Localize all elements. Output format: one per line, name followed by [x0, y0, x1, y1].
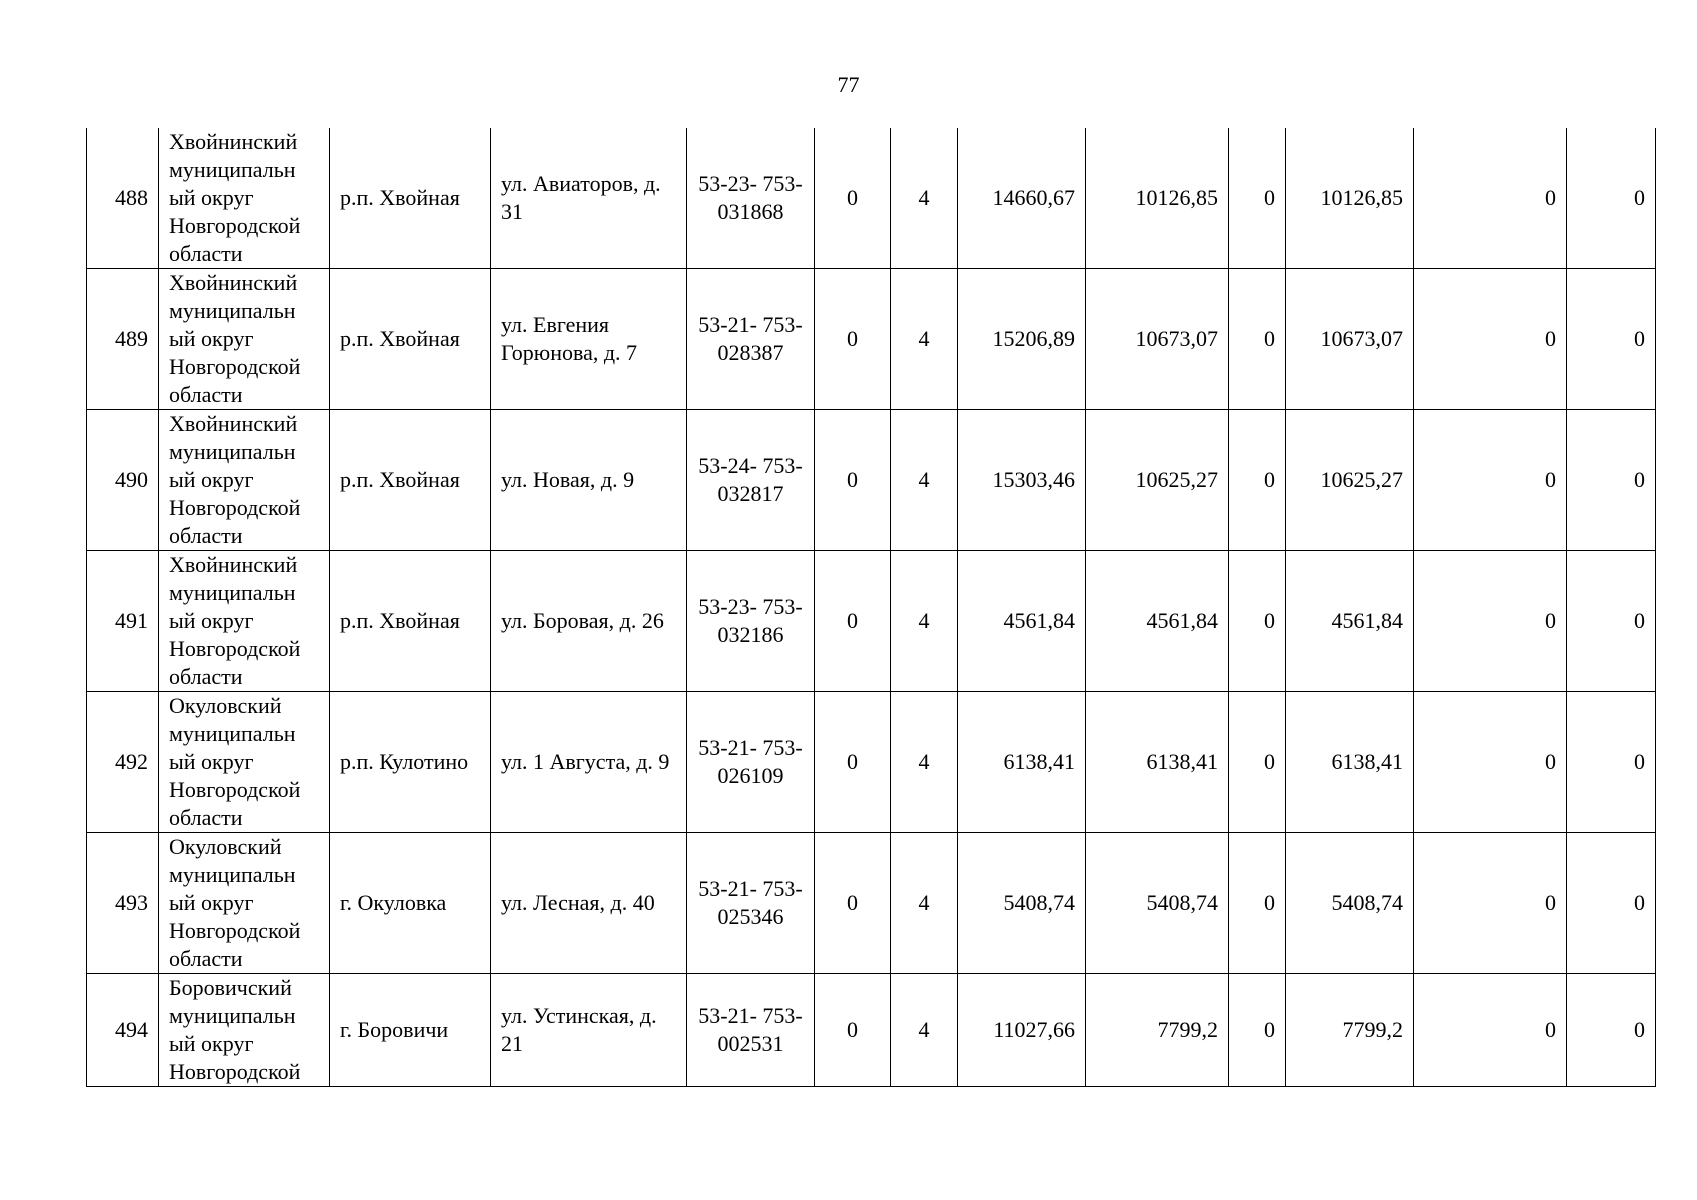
amount-2-cell: 0 [1229, 833, 1286, 974]
total-amount-cell: 15303,46 [958, 410, 1086, 551]
municipality-cell: Хвойнинский муниципальн ый округ Новгородской области [159, 128, 330, 269]
total-amount-cell: 11027,66 [958, 974, 1086, 1087]
amount-3-cell: 10673,07 [1286, 269, 1414, 410]
row-number-cell: 494 [87, 974, 159, 1087]
row-number-cell: 493 [87, 833, 159, 974]
total-amount-cell: 4561,84 [958, 551, 1086, 692]
column-7-cell: 4 [891, 974, 958, 1087]
amount-3-cell: 6138,41 [1286, 692, 1414, 833]
amount-2-cell: 0 [1229, 269, 1286, 410]
row-number-cell: 488 [87, 128, 159, 269]
municipality-cell: Боровичский муниципальн ый округ Новгородской [159, 974, 330, 1087]
total-amount-cell: 6138,41 [958, 692, 1086, 833]
municipality-cell: Хвойнинский муниципальн ый округ Новгородской области [159, 269, 330, 410]
column-6-cell: 0 [815, 551, 891, 692]
address-cell: ул. Лесная, д. 40 [491, 833, 687, 974]
settlement-cell: р.п. Хвойная [330, 269, 491, 410]
house-code-cell: 53-23- 753- 032186 [687, 551, 815, 692]
table-row [87, 410, 1656, 551]
amount-2-cell: 0 [1229, 128, 1286, 269]
amount-3-cell: 5408,74 [1286, 833, 1414, 974]
municipality-cell: Окуловский муниципальн ый округ Новгородской области [159, 833, 330, 974]
address-cell: ул. Новая, д. 9 [491, 410, 687, 551]
settlement-cell: р.п. Хвойная [330, 410, 491, 551]
column-7-cell: 4 [891, 692, 958, 833]
total-amount-cell: 15206,89 [958, 269, 1086, 410]
amount-3-cell: 4561,84 [1286, 551, 1414, 692]
amount-4-cell: 0 [1414, 128, 1567, 269]
house-code-cell: 53-21- 753- 026109 [687, 692, 815, 833]
amount-5-cell: 0 [1567, 551, 1656, 692]
column-6-cell: 0 [815, 128, 891, 269]
column-6-cell: 0 [815, 269, 891, 410]
amount-4-cell: 0 [1414, 974, 1567, 1087]
house-code-cell: 53-21- 753- 028387 [687, 269, 815, 410]
table-row [87, 692, 1656, 833]
amount-4-cell: 0 [1414, 551, 1567, 692]
amount-5-cell: 0 [1567, 974, 1656, 1087]
address-cell: ул. Устинская, д. 21 [491, 974, 687, 1087]
address-cell: ул. 1 Августа, д. 9 [491, 692, 687, 833]
amount-3-cell: 10625,27 [1286, 410, 1414, 551]
column-6-cell: 0 [815, 833, 891, 974]
settlement-cell: р.п. Хвойная [330, 551, 491, 692]
municipality-cell: Хвойнинский муниципальн ый округ Новгородской области [159, 410, 330, 551]
table-row [87, 128, 1656, 269]
amount-5-cell: 0 [1567, 128, 1656, 269]
amount-5-cell: 0 [1567, 833, 1656, 974]
amount-2-cell: 0 [1229, 410, 1286, 551]
amount-4-cell: 0 [1414, 833, 1567, 974]
row-number-cell: 490 [87, 410, 159, 551]
amount-3-cell: 10126,85 [1286, 128, 1414, 269]
amount-5-cell: 0 [1567, 269, 1656, 410]
table-row [87, 269, 1656, 410]
row-number-cell: 489 [87, 269, 159, 410]
column-6-cell: 0 [815, 692, 891, 833]
amount-4-cell: 0 [1414, 410, 1567, 551]
amount-2-cell: 0 [1229, 692, 1286, 833]
address-cell: ул. Авиаторов, д. 31 [491, 128, 687, 269]
amount-1-cell: 5408,74 [1086, 833, 1229, 974]
amount-1-cell: 6138,41 [1086, 692, 1229, 833]
total-amount-cell: 14660,67 [958, 128, 1086, 269]
settlement-cell: г. Окуловка [330, 833, 491, 974]
amount-1-cell: 10673,07 [1086, 269, 1229, 410]
municipality-cell: Окуловский муниципальн ый округ Новгородской области [159, 692, 330, 833]
house-code-cell: 53-21- 753- 002531 [687, 974, 815, 1087]
address-cell: ул. Евгения Горюнова, д. 7 [491, 269, 687, 410]
amount-5-cell: 0 [1567, 410, 1656, 551]
amount-1-cell: 4561,84 [1086, 551, 1229, 692]
amount-4-cell: 0 [1414, 269, 1567, 410]
house-code-cell: 53-24- 753- 032817 [687, 410, 815, 551]
column-7-cell: 4 [891, 128, 958, 269]
table-row [87, 833, 1656, 974]
amount-2-cell: 0 [1229, 974, 1286, 1087]
row-number-cell: 491 [87, 551, 159, 692]
column-6-cell: 0 [815, 974, 891, 1087]
amount-2-cell: 0 [1229, 551, 1286, 692]
column-7-cell: 4 [891, 551, 958, 692]
settlement-cell: р.п. Кулотино [330, 692, 491, 833]
amount-1-cell: 7799,2 [1086, 974, 1229, 1087]
amount-1-cell: 10126,85 [1086, 128, 1229, 269]
amount-3-cell: 7799,2 [1286, 974, 1414, 1087]
column-7-cell: 4 [891, 269, 958, 410]
amount-5-cell: 0 [1567, 692, 1656, 833]
column-7-cell: 4 [891, 833, 958, 974]
house-code-cell: 53-21- 753- 025346 [687, 833, 815, 974]
amount-1-cell: 10625,27 [1086, 410, 1229, 551]
municipality-cell: Хвойнинский муниципальн ый округ Новгородской области [159, 551, 330, 692]
column-6-cell: 0 [815, 410, 891, 551]
total-amount-cell: 5408,74 [958, 833, 1086, 974]
house-code-cell: 53-23- 753- 031868 [687, 128, 815, 269]
row-number-cell: 492 [87, 692, 159, 833]
settlement-cell: р.п. Хвойная [330, 128, 491, 269]
settlement-cell: г. Боровичи [330, 974, 491, 1087]
table-row [87, 974, 1656, 1087]
page-number: 77 [837, 72, 860, 97]
registry-table [86, 128, 1656, 1087]
table-row [87, 551, 1656, 692]
amount-4-cell: 0 [1414, 692, 1567, 833]
column-7-cell: 4 [891, 410, 958, 551]
address-cell: ул. Боровая, д. 26 [491, 551, 687, 692]
